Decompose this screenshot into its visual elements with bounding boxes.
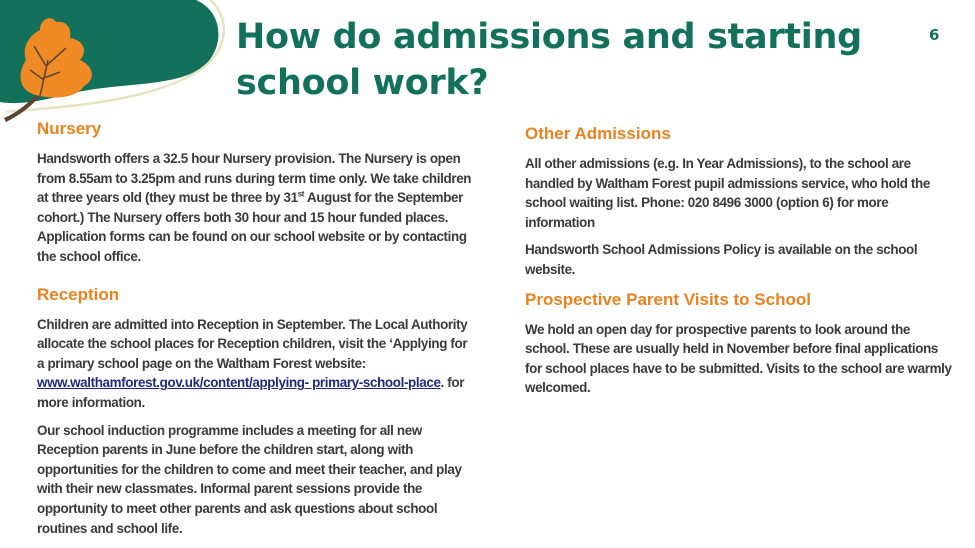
- reception-text-1: Children are admitted into Reception in September. The Local Authority allocate the school places for Reception children, visit the ‘Applying for a primary school page on the Waltham Forest website: www.walthamforest.gov.uk/content/applying- primary-school-place. for more information.: [37, 316, 468, 410]
- right-column: [525, 123, 955, 398]
- ordinal-suffix: st: [297, 189, 305, 199]
- other-admissions-heading: Other Admissions: [525, 124, 671, 143]
- visits-heading: Prospective Parent Visits to School: [525, 289, 811, 309]
- page-number: 6: [929, 26, 940, 44]
- page-title: How do admissions and starting school work?: [236, 17, 862, 103]
- nursery-heading: Nursery: [37, 119, 102, 138]
- left-column: [37, 118, 477, 538]
- reception-heading: Reception: [37, 284, 120, 304]
- corner-decoration: [0, 0, 232, 130]
- other-admissions-text-2: Handsworth School Admissions Policy is available on the school website.: [525, 242, 918, 277]
- waltham-forest-link[interactable]: www.walthamforest.gov.uk/content/applying- primary-school-place: [37, 375, 441, 391]
- nursery-text: Handsworth offers a 32.5 hour Nursery provision. The Nursery is open from 8.55am to 3.25pm and runs during term time only. We take children at three years old (they must be three by 31st August for the September cohort.) The Nursery offers both 30 hour and 15 hour funded places. Application forms can be found on our school website or by contacting the school office.: [37, 151, 472, 264]
- visits-text: We hold an open day for prospective parents to look around the school. These are usually held in November before final applications for school places have to be submitted. Visits to the school are warmly welcomed.: [525, 321, 952, 396]
- other-admissions-text-1: All other admissions (e.g. In Year Admissions), to the school are handled by Waltham Forest pupil admissions service, who hold the school waiting list. Phone: 020 8496 3000 (option 6) for more information: [525, 156, 930, 230]
- reception-text-2: Our school induction programme includes a meeting for all new Reception parents in June before the children start, along with opportunities for the children to come and meet their teacher, and play with their new classmates. Informal parent sessions provide the opportunity to meet other parents and ask questions about school routines and school life.: [37, 422, 462, 536]
